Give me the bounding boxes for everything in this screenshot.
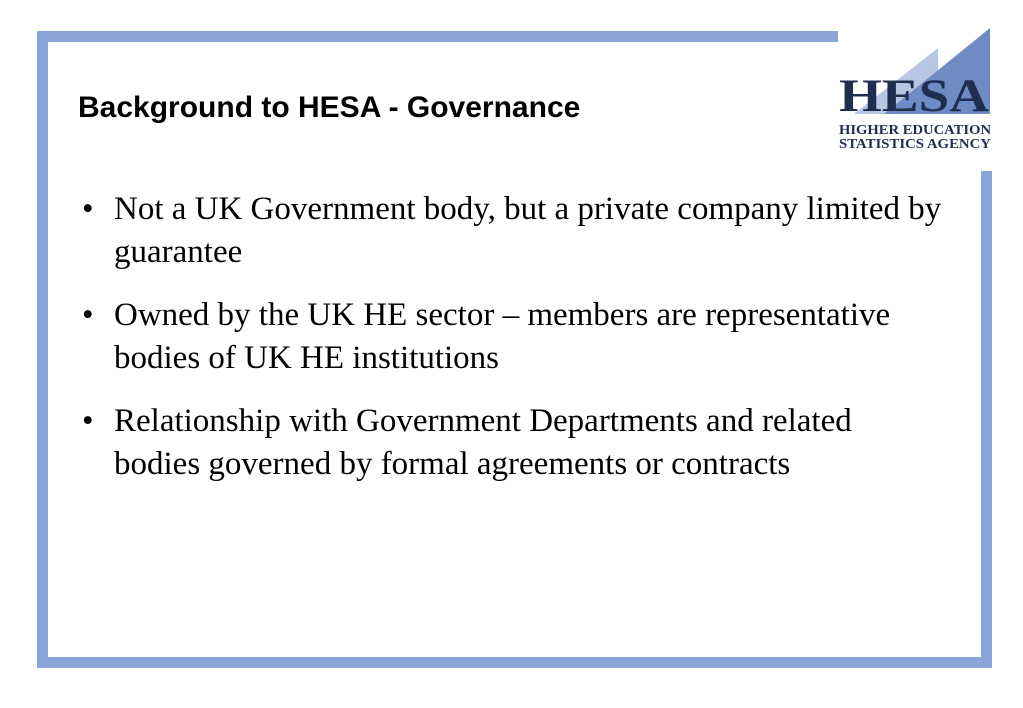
logo-wordmark: HESA (839, 70, 990, 122)
bullet-text: Not a UK Government body, but a private company limited by guarantee (114, 191, 942, 270)
frame-top-bar (37, 31, 838, 42)
bullet-list (82, 188, 942, 506)
bullet-text: Owned by the UK HE sector – members are representative bodies of UK HE institutions (114, 297, 891, 376)
bullet-text: Relationship with Government Departments and related bodies governed by formal agreements or contracts (114, 403, 852, 482)
bullet-item-2 (82, 294, 942, 380)
frame-left-bar (37, 31, 48, 668)
hesa-logo (836, 24, 996, 156)
bullet-item-1 (82, 188, 942, 274)
bullet-marker: • (82, 403, 94, 439)
slide-title: Background to HESA - Governance (78, 91, 581, 124)
bullet-item-3 (82, 400, 942, 486)
frame-right-bar (981, 171, 992, 668)
hesa-logo-graphic (836, 24, 996, 156)
logo-subtitle-line2: STATISTICS AGENCY (839, 137, 991, 152)
bullet-marker: • (82, 297, 94, 333)
frame-bottom-bar (37, 657, 992, 668)
bullet-marker: • (82, 191, 94, 227)
logo-subtitle-line1: HIGHER EDUCATION (839, 123, 991, 138)
